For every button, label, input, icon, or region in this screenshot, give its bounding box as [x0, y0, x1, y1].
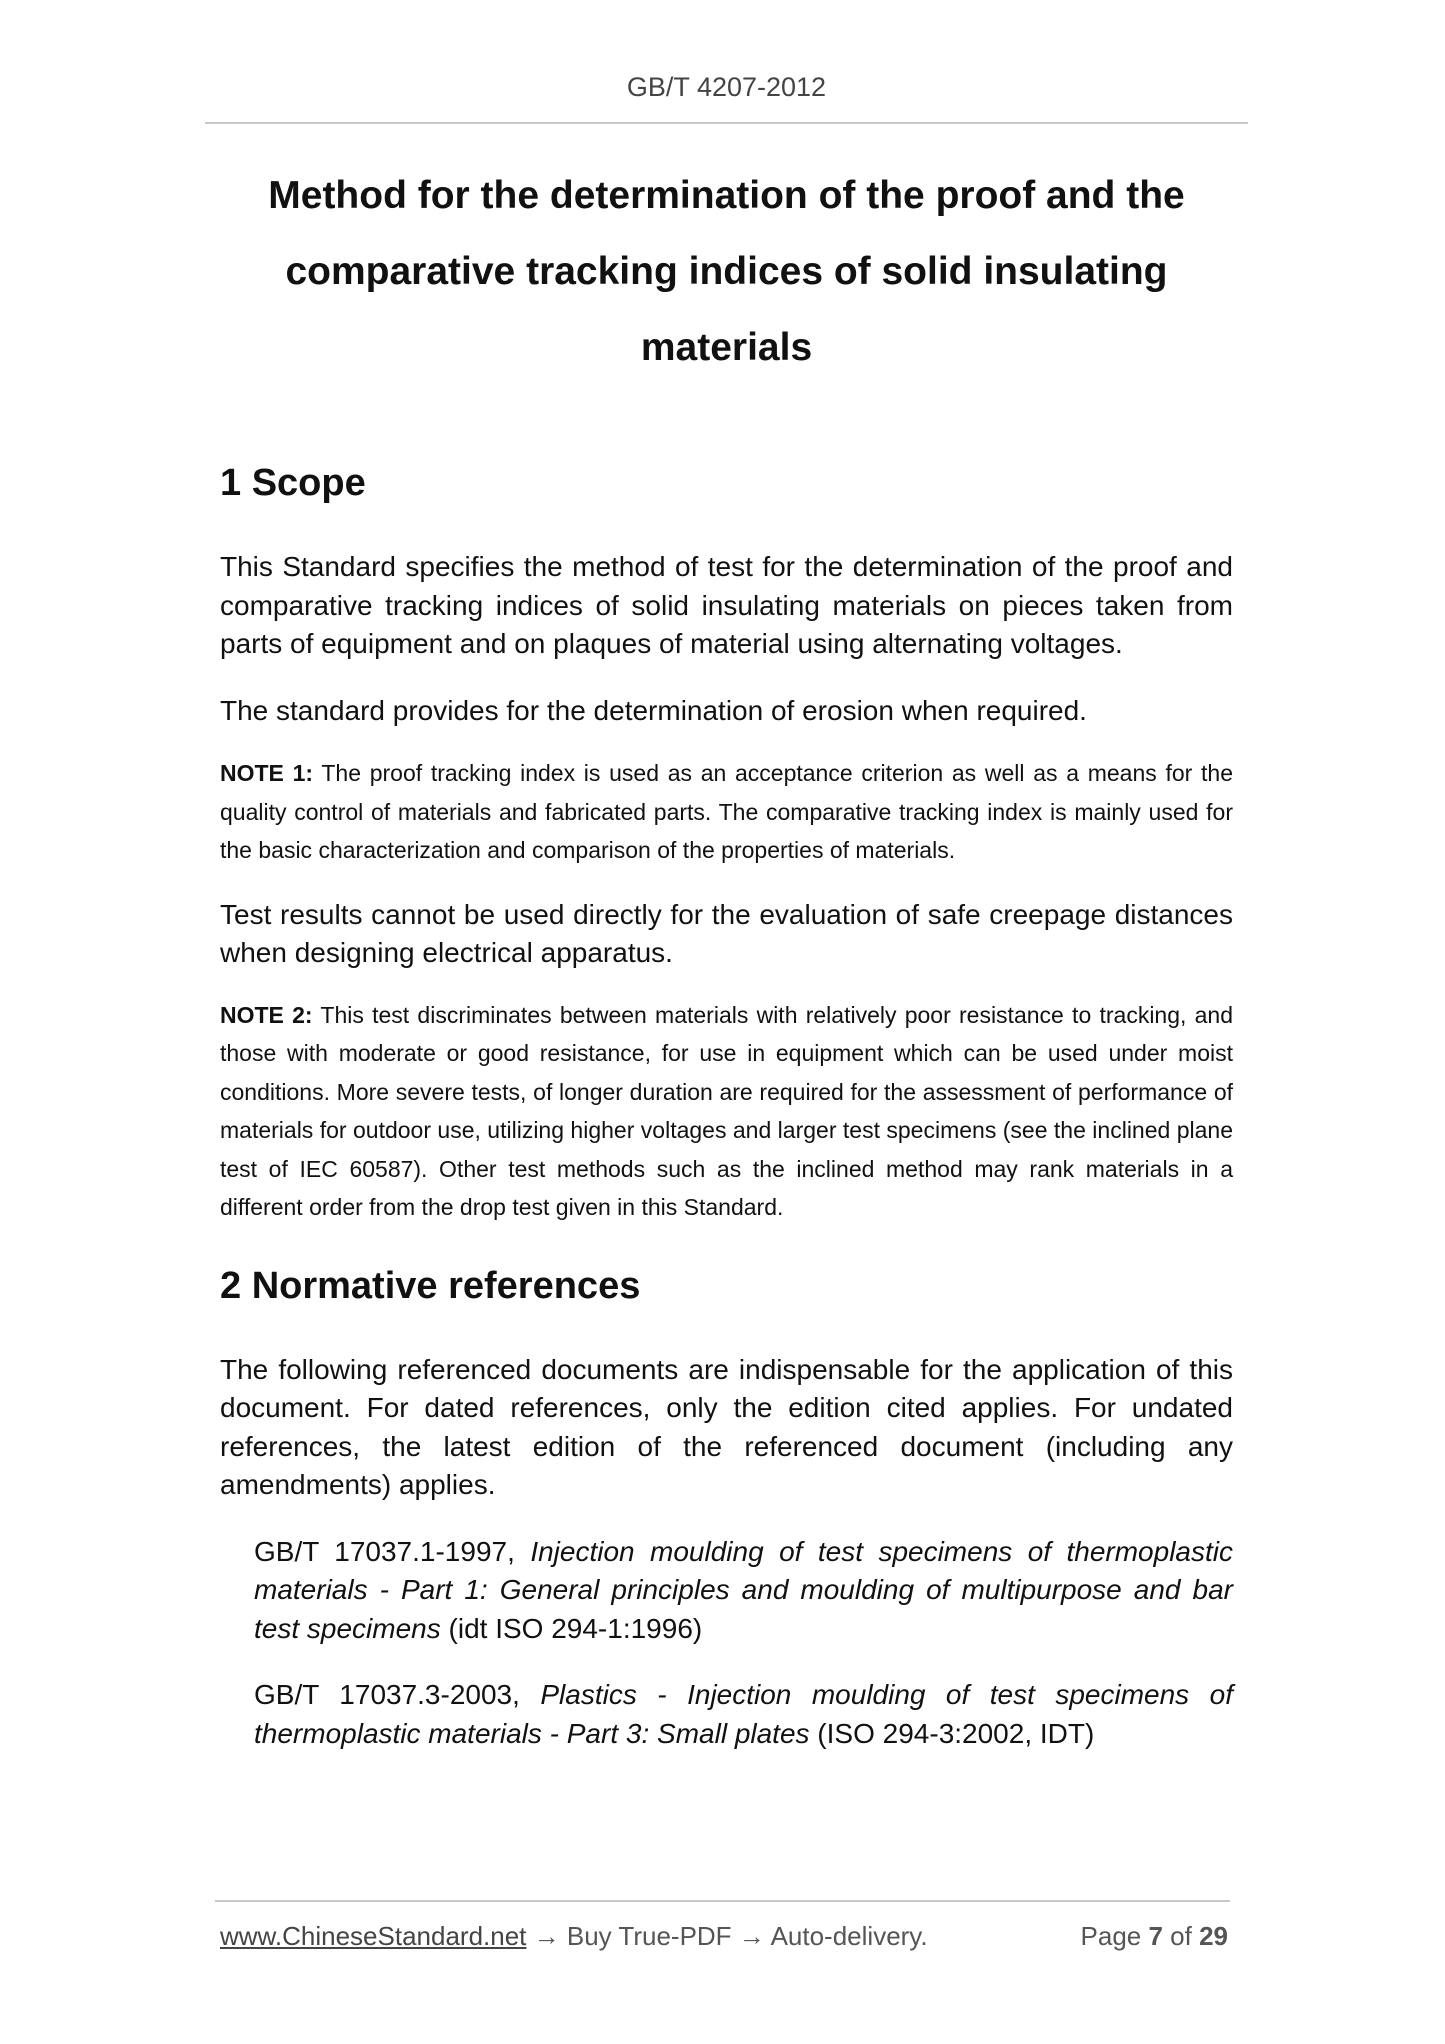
note-2-label: NOTE 2: [220, 1001, 313, 1028]
document-body [220, 462, 1233, 1753]
page-footer [220, 1916, 1228, 1956]
footer-promo-text: → Buy True-PDF → Auto-delivery. [526, 1921, 928, 1951]
page-label: Page [1080, 1921, 1149, 1951]
reference-item-2 [254, 1676, 1233, 1753]
total-pages: 29 [1199, 1921, 1228, 1951]
note-1 [220, 754, 1233, 870]
normative-paragraph: The following referenced documents are indispensable for the application of this document. For dated references, only the edition cited applies. For undated references, the latest edition of the referenced document (including any amendments) applies. [220, 1353, 1233, 1500]
note-1-text: The proof tracking index is used as an acceptance criterion as well as a means for the quality control of materials and fabricated parts. The comparative tracking index is mainly used for the basic characterization and comparison of the properties of materials. [220, 760, 1234, 863]
reference-2-id: GB/T 17037.3-2003, [254, 1679, 541, 1710]
note-2-text: This test discriminates between materials with relatively poor resistance to tracking, and those with moderate or good resistance, for use in equipment which can be used under moist conditions. More severe tests, of longer duration are required for the assessment of performance of materials for outdoor use, utilizing higher voltages and larger test specimens (see the inclined plane test of IEC 60587). Other test methods such as the inclined method may rank materials in a different order from the drop test given in this Standard. [220, 1001, 1234, 1220]
footer-divider [215, 1900, 1230, 1902]
scope-paragraph-3: Test results cannot be used directly for the evaluation of safe creepage distances when designing electrical apparatus. [220, 898, 1233, 968]
note-1-label: NOTE 1: [220, 760, 314, 786]
section-1-heading: 1 Scope [220, 462, 366, 504]
header-divider [205, 122, 1248, 124]
scope-paragraph-1: This Standard specifies the method of test for the determination of the proof and comparative tracking indices of solid insulating materials on pieces taken from parts of equipment and on plaques of material using alternating voltages. [220, 551, 1233, 659]
page-indicator [1081, 1916, 1228, 1956]
website-link[interactable]: www.ChineseStandard.net [220, 1921, 527, 1951]
reference-1-id: GB/T 17037.1-1997, [254, 1535, 531, 1567]
note-2 [220, 996, 1233, 1227]
reference-item-1 [254, 1533, 1233, 1649]
section-2-heading: 2 Normative references [220, 1264, 641, 1307]
reference-2-title: Plastics - Injection moulding of test specimens of thermoplastic materials - Part 3: Small plates [254, 1679, 1233, 1749]
reference-1-suffix: (idt ISO 294-1:1996) [440, 1612, 703, 1644]
page-title: Method for the determination of the proof and the comparative tracking indices of solid insulating materials [268, 174, 1185, 369]
scope-paragraph-2: The standard provides for the determination of erosion when required. [220, 694, 1087, 726]
page-number: 7 [1148, 1921, 1163, 1951]
reference-2-suffix: (ISO 294-3:2002, IDT) [809, 1717, 1095, 1749]
of-label: of [1162, 1921, 1200, 1951]
document-id-header: GB/T 4207-2012 [626, 72, 827, 102]
footer-promo [220, 1916, 928, 1956]
reference-1-title: Injection moulding of test specimens of thermoplastic materials - Part 1: General principles and moulding of multipurpose and bar test specimens [254, 1535, 1233, 1644]
